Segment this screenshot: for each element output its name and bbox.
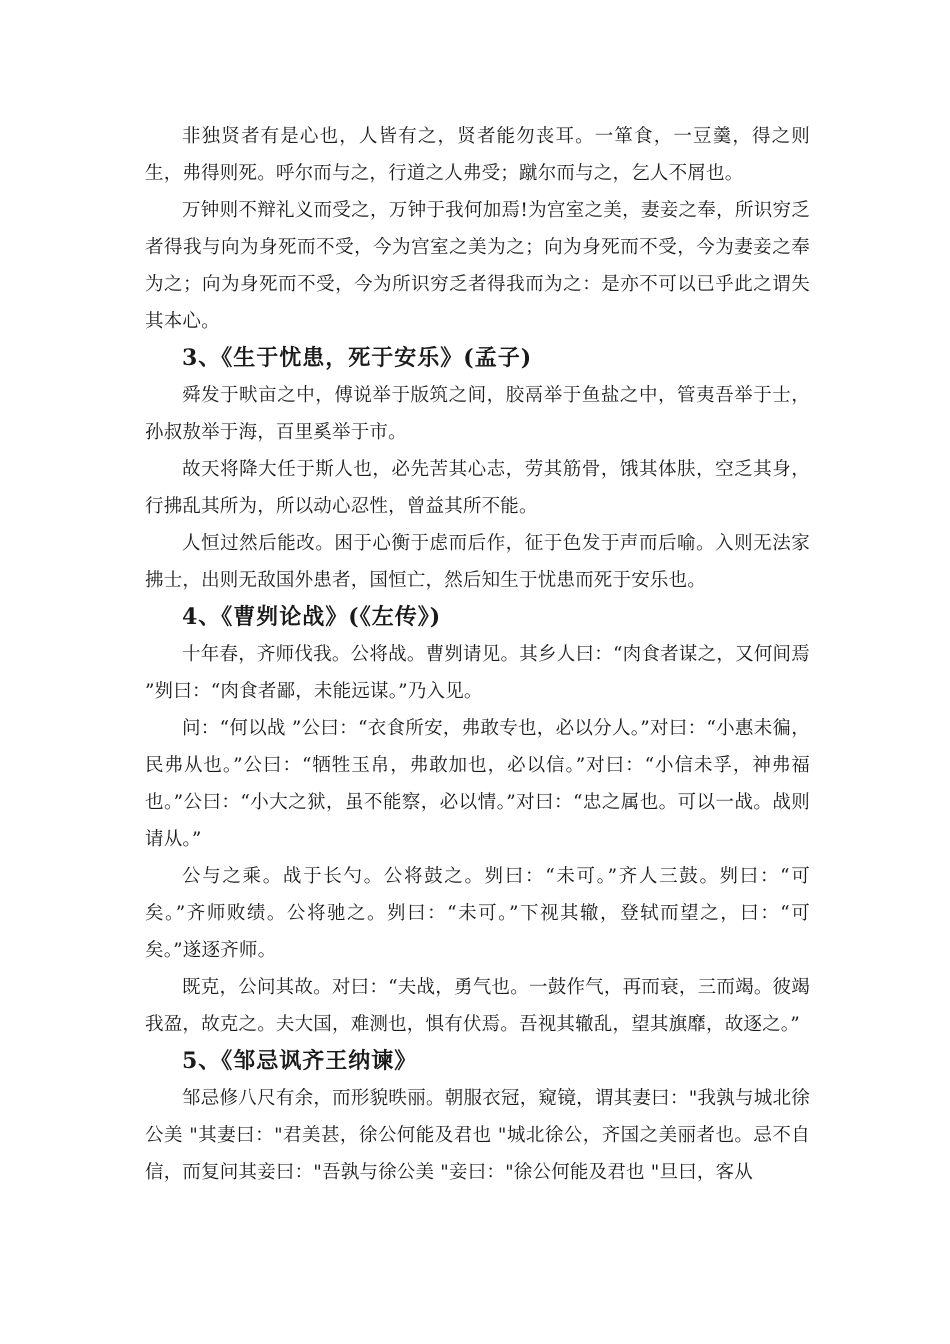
section-heading: 5、《邹忌讽齐王纳谏》	[182, 1048, 418, 1074]
paragraph: 问：“何以战 ”公曰：“衣食所安，弗敢专也，必以分人。”对曰：“小惠未徧，民弗从也。”公曰：“牺牲玉帛，弗敢加也，必以信。”对曰：“小信未孚，神弗福也。”公曰：“小大之狱，虽不能察，必以情。”对曰：“忠之属也。可以一战。战则请从。”	[145, 718, 810, 850]
paragraph: 公与之乘。战于长勺。公将鼓之。刿曰：“未可。”齐人三鼓。刿曰：“可矣。”齐师败绩。公将驰之。刿曰：“未可。”下视其辙，登轼而望之，曰：“可矣。”遂逐齐师。	[145, 866, 810, 961]
paragraph: 故天将降大任于斯人也，必先苦其心志，劳其筋骨，饿其体肤，空乏其身，行拂乱其所为，所以动心忍性，曾益其所不能。	[145, 459, 810, 517]
paragraph: 十年春，齐师伐我。公将战。曹刿请见。其乡人曰：“肉食者谋之，又何间焉 ”刿曰：“肉食者鄙，未能远谋。”乃入见。	[145, 644, 810, 702]
paragraph: 既克，公问其故。对曰：“夫战，勇气也。一鼓作气，再而衰，三而竭。彼竭我盈，故克之。夫大国，难测也，惧有伏焉。吾视其辙乱，望其旗靡，故逐之。”	[145, 977, 810, 1035]
document-page	[145, 118, 810, 1191]
paragraph: 邹忌修八尺有余，而形貌昳丽。朝服衣冠，窥镜，谓其妻曰："我孰与城北徐公美 "其妻曰："君美甚，徐公何能及君也 "城北徐公，齐国之美丽者也。忌不自信，而复问其妾曰："吾孰与徐公美 "妾曰："徐公何能及君也 "旦曰，客从	[145, 1088, 810, 1183]
paragraph: 舜发于畎亩之中，傅说举于版筑之间，胶鬲举于鱼盐之中，管夷吾举于士，孙叔敖举于海，百里奚举于市。	[145, 385, 810, 443]
paragraph: 万钟则不辩礼义而受之，万钟于我何加焉!为宫室之美，妻妾之奉，所识穷乏者得我与向为身死而不受，今为宫室之美为之；向为身死而不受，今为妻妾之奉为之；向为身死而不受，今为所识穷乏者得我而为之：是亦不可以已乎此之谓失其本心。	[145, 200, 810, 332]
section-heading: 3、《生于忧患，死于安乐》(孟子)	[182, 345, 533, 371]
paragraph: 人恒过然后能改。困于心衡于虑而后作，征于色发于声而后喻。入则无法家拂士，出则无敌国外患者，国恒亡，然后知生于忧患而死于安乐也。	[145, 533, 810, 591]
paragraph: 非独贤者有是心也，人皆有之，贤者能勿丧耳。一箪食，一豆羹，得之则生，弗得则死。呼尔而与之，行道之人弗受；蹴尔而与之，乞人不屑也。	[145, 126, 810, 184]
section-heading: 4、《曹刿论战》(《左传》)	[182, 604, 442, 630]
